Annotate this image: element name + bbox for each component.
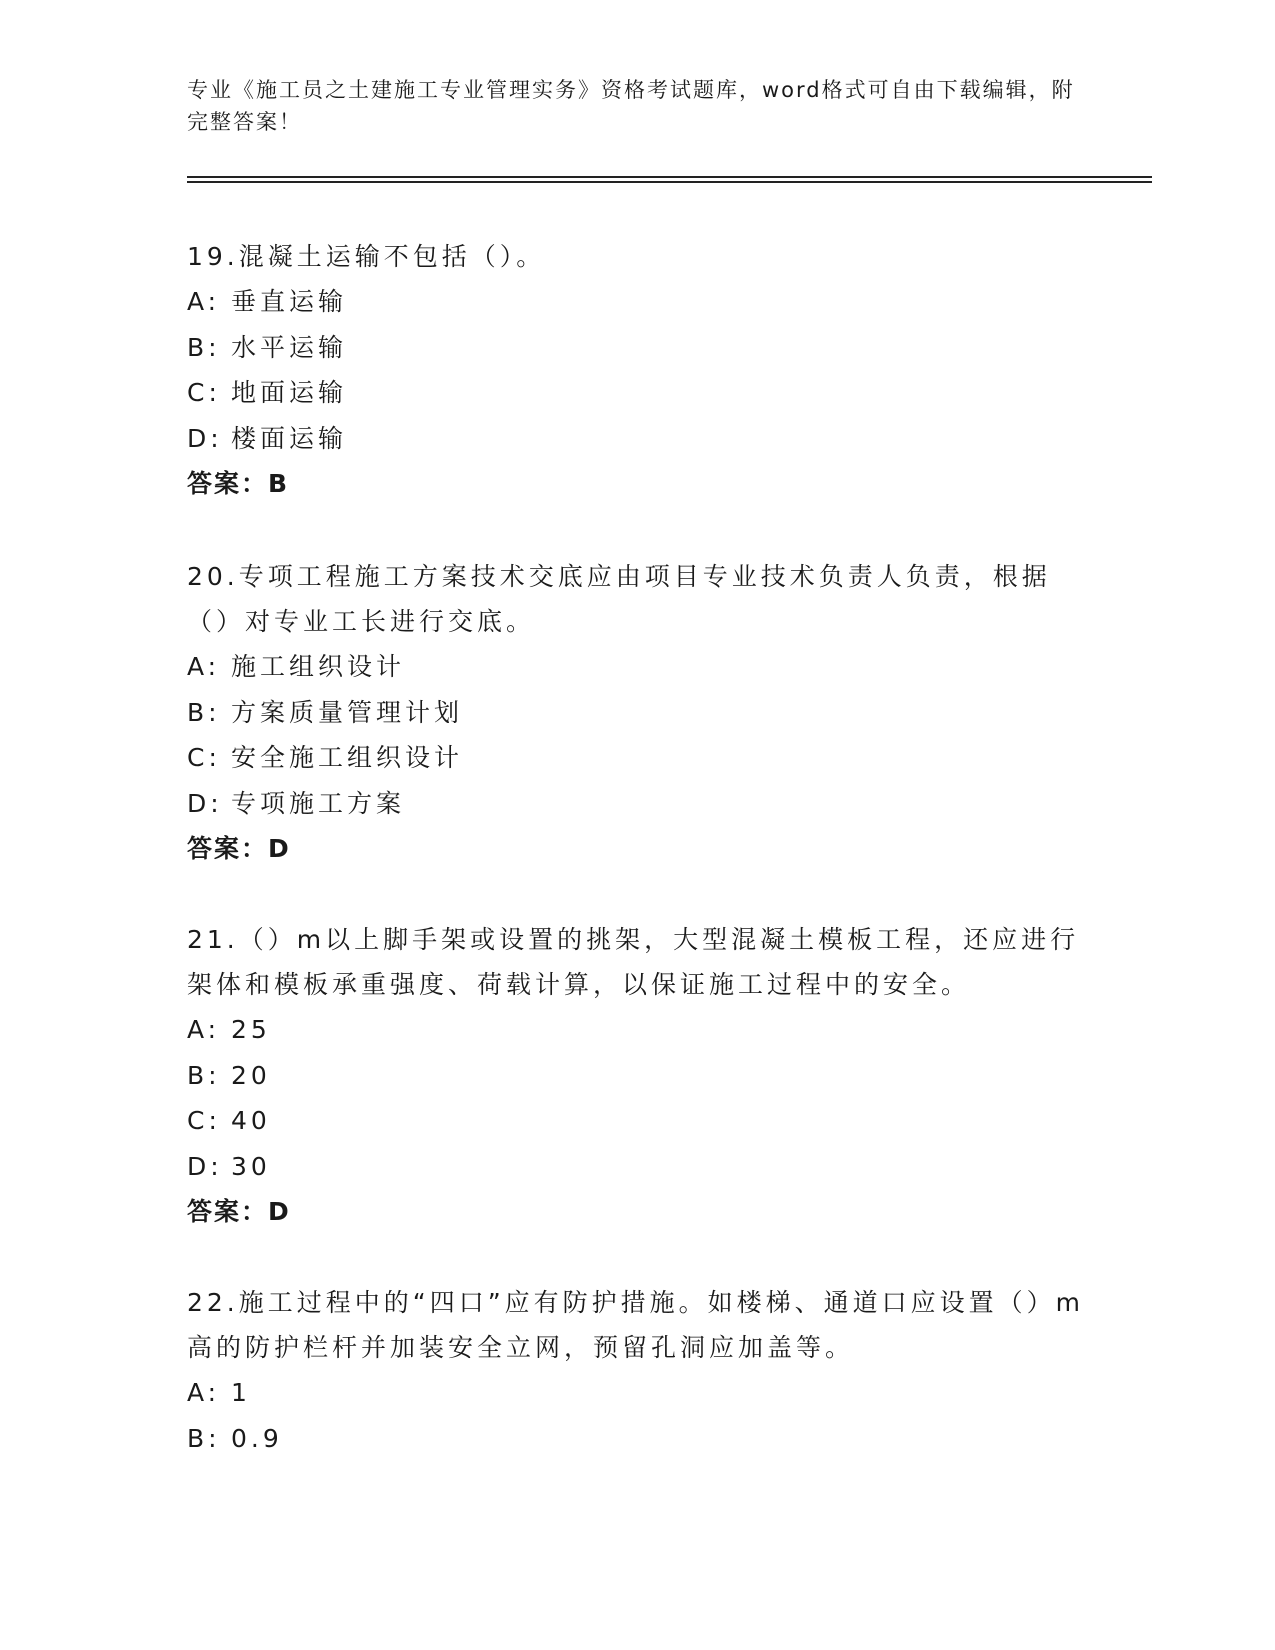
option-key: A:	[187, 1378, 221, 1407]
option-d	[187, 1144, 1087, 1190]
question-number: 22.	[187, 1288, 239, 1317]
option-key: B:	[187, 1060, 221, 1090]
answer-line	[187, 826, 1087, 872]
option-b	[187, 690, 1087, 736]
option-text: 25	[231, 1015, 271, 1044]
answer-value: B	[268, 469, 290, 498]
question-22	[187, 1280, 1087, 1461]
option-c	[187, 1098, 1087, 1144]
option-key: B:	[187, 1423, 221, 1453]
answer-line	[187, 1189, 1087, 1235]
option-key: A:	[187, 652, 221, 681]
answer-value: D	[268, 834, 291, 863]
option-text: 垂直运输	[231, 287, 348, 316]
option-d	[187, 416, 1087, 462]
question-number: 21.	[187, 925, 239, 954]
question-stem: （）m以上脚手架或设置的挑架，大型混凝土模板工程，还应进行架体和模板承重强度、荷载计算，以保证施工过程中的安全。	[187, 925, 1080, 999]
option-b	[187, 325, 1087, 371]
question-20	[187, 554, 1087, 872]
answer-label: 答案：	[187, 469, 269, 498]
header-divider-bottom	[187, 181, 1152, 183]
option-text: 30	[231, 1151, 271, 1181]
question-text	[187, 1280, 1087, 1370]
option-key: D:	[187, 788, 223, 818]
option-text: 0.9	[231, 1423, 283, 1453]
option-b	[187, 1053, 1087, 1099]
option-key: C:	[187, 743, 221, 772]
question-text	[187, 917, 1087, 1007]
option-b	[187, 1416, 1087, 1462]
answer-label: 答案：	[187, 834, 269, 863]
option-text: 地面运输	[231, 378, 348, 407]
option-key: B:	[187, 697, 221, 727]
answer-value: D	[268, 1197, 291, 1226]
answer-line	[187, 461, 1087, 507]
option-text: 施工组织设计	[231, 652, 406, 681]
option-key: A:	[187, 1015, 221, 1044]
option-key: A:	[187, 287, 221, 316]
option-text: 楼面运输	[231, 423, 348, 453]
option-a	[187, 279, 1087, 325]
option-text: 1	[231, 1378, 251, 1407]
option-key: C:	[187, 1106, 221, 1135]
option-text: 安全施工组织设计	[231, 743, 464, 772]
option-text: 40	[231, 1106, 271, 1135]
option-c	[187, 370, 1087, 416]
question-stem: 施工过程中的“四口”应有防护措施。如楼梯、通道口应设置（）m高的防护栏杆并加装安全立网，预留孔洞应加盖等。	[187, 1288, 1085, 1362]
question-21	[187, 917, 1087, 1235]
question-text	[187, 234, 1087, 279]
option-text: 水平运输	[231, 332, 348, 362]
option-key: D:	[187, 423, 223, 453]
option-a	[187, 1007, 1087, 1053]
option-key: D:	[187, 1151, 223, 1181]
question-number: 19.	[187, 242, 239, 271]
question-19	[187, 234, 1087, 507]
question-stem: 专项工程施工方案技术交底应由项目专业技术负责人负责，根据（）对专业工长进行交底。	[187, 562, 1051, 636]
option-text: 20	[231, 1060, 271, 1090]
option-c	[187, 735, 1087, 781]
header-divider-top	[187, 176, 1152, 178]
document-header: 专业《施工员之土建施工专业管理实务》资格考试题库，word格式可自由下载编辑，附完整答案！	[187, 78, 1075, 134]
option-d	[187, 781, 1087, 827]
question-text	[187, 554, 1087, 644]
option-a	[187, 644, 1087, 690]
answer-label: 答案：	[187, 1197, 269, 1226]
option-key: B:	[187, 332, 221, 362]
option-text: 专项施工方案	[231, 788, 406, 818]
question-stem: 混凝土运输不包括（）。	[238, 242, 546, 271]
question-number: 20.	[187, 562, 239, 591]
option-key: C:	[187, 378, 221, 407]
option-a	[187, 1370, 1087, 1416]
option-text: 方案质量管理计划	[231, 697, 464, 727]
